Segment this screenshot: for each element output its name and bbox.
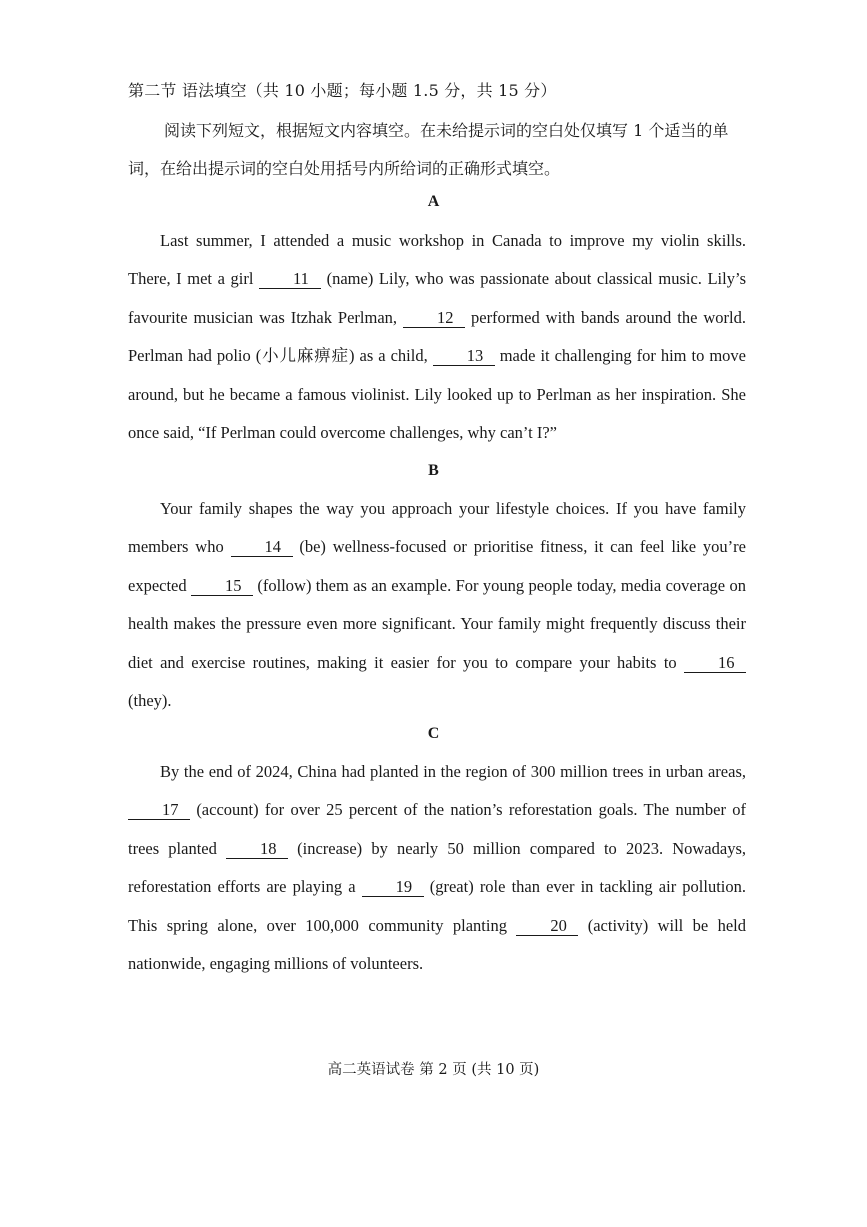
blank-11: 11 bbox=[259, 270, 321, 289]
passage-b-text: Your family shapes the way you approach your lifestyle choices. If you have family members who 14 (be) wellness-focused or prioritise fitness, it can feel like you’re expected 15 (follow) them as an example. For young people today, media coverage on health makes the pressure even more significant. Your family might frequently discuss their diet and exercise routines, making it easier for you to compare your habits to 16 (they). bbox=[128, 499, 746, 711]
passage-a-heading: A bbox=[427, 193, 440, 210]
passage-a bbox=[128, 222, 746, 452]
instructions-text: 阅读下列短文，根据短文内容填空。在未给提示词的空白处仅填写 1 个适当的单词，在给出提示词的空白处用括号内所给词的正确形式填空。 bbox=[128, 121, 729, 178]
blank-19: 19 bbox=[362, 878, 424, 897]
section-title: 第二节 语法填空（共 10 小题；每小题 1.5 分，共 15 分） bbox=[128, 81, 557, 100]
passage-a-text: Last summer, I attended a music workshop in Canada to improve my violin skills. There, I met a girl 11 (name) Lily, who was passionate about classical music. Lily’s favourite musician was Itzhak Perlman, 12 performed with bands around the world. Perlman had polio (小儿麻痹症) as a child, 13 made it challenging for him to move around, but he became a famous violinist. Lily looked up to Perlman as her inspiration. She once said, “If Perlman could overcome challenges, why can’t I?” bbox=[128, 231, 747, 443]
passage-b-heading: B bbox=[428, 462, 439, 479]
passage-c bbox=[128, 753, 746, 983]
blank-13: 13 bbox=[433, 347, 495, 366]
blank-20: 20 bbox=[516, 917, 578, 936]
blank-17: 17 bbox=[128, 801, 190, 820]
instructions bbox=[128, 112, 746, 188]
blank-14: 14 bbox=[231, 538, 293, 557]
page-footer: 高二英语试卷 第 2 页 (共 10 页) bbox=[327, 1062, 540, 1078]
blank-12: 12 bbox=[403, 309, 465, 328]
passage-c-text: By the end of 2024, China had planted in the region of 300 million trees in urban areas, 17 (account) for over 25 percent of the nation’s reforestation goals. The number of trees planted 18 (increase) by nearly 50 million compared to 2023. Nowadays, reforestation efforts are playing a 19 (great) role than ever in tackling air pollution. This spring alone, over 100,000 community planting 20 (activity) will be held nationwide, engaging millions of volunteers. bbox=[128, 762, 747, 974]
blank-18: 18 bbox=[226, 840, 288, 859]
passage-c-heading: C bbox=[427, 725, 440, 742]
blank-16: 16 bbox=[684, 654, 746, 673]
passage-b bbox=[128, 490, 746, 720]
blank-15: 15 bbox=[191, 577, 253, 596]
